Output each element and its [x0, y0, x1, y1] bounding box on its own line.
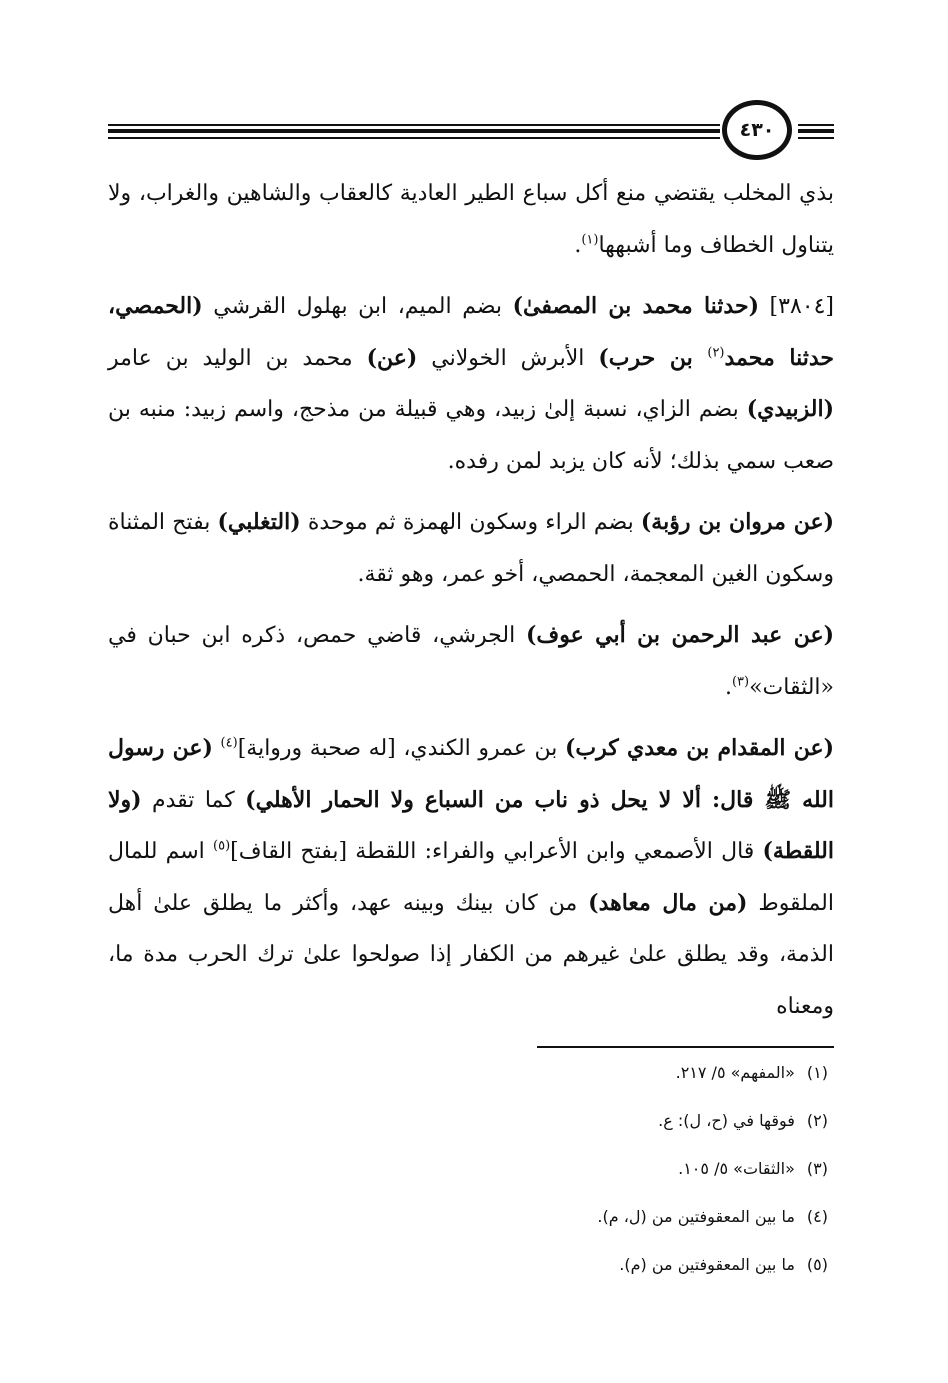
hadith-text: (عن مروان بن رؤبة) — [640, 509, 834, 535]
hadith-text: (الزبيدي) — [746, 396, 834, 422]
commentary-text: قال الأصمعي وابن الأعرابي والفراء: اللقطة [بفتح القاف] — [230, 839, 763, 864]
footnote-text: «الثقات» ٥/ ١٠٥. — [678, 1159, 795, 1178]
paragraph — [108, 497, 834, 600]
header-rule — [108, 124, 720, 126]
paragraph — [108, 281, 834, 487]
hadith-text: (عن المقدام بن معدي كرب) — [565, 735, 835, 761]
footnote-ref[interactable]: (٢) — [707, 345, 725, 361]
footnote-number: (١) — [806, 1063, 828, 1082]
footnote-number: (٢) — [806, 1111, 828, 1130]
footnote-item — [108, 1104, 834, 1152]
footnote-ref[interactable]: (٥) — [213, 838, 231, 854]
footnote-item — [108, 1248, 834, 1296]
paragraph — [108, 723, 834, 1032]
hadith-text: بن حرب) — [598, 344, 708, 371]
hadith-text: (من مال معاهد) — [588, 889, 748, 916]
paragraph — [108, 610, 834, 713]
hadith-number: [٣٨٠٤] — [758, 294, 835, 319]
footnote-number: (٥) — [806, 1255, 828, 1274]
commentary-text: بضم الراء وسكون الهمزة ثم موحدة — [300, 510, 641, 535]
header-rule — [798, 124, 834, 126]
text-run — [213, 736, 221, 761]
paragraph — [108, 168, 834, 271]
header-rule — [798, 129, 834, 133]
footnote-ref[interactable]: (٤) — [220, 735, 238, 751]
hadith-text: (عن رسول الله ﷺ قال: ألا لا يحل ذو ناب من السباع ولا الحمار الأهلي) — [108, 735, 835, 813]
footnote-item — [108, 1152, 834, 1200]
commentary-text: الجرشي، قاضي حمص، ذكره ابن حبان في «الثقات» — [108, 623, 834, 700]
commentary-text: محمد بن الوليد بن عامر — [108, 345, 367, 371]
footnote-text: ما بين المعقوفتين من (م). — [619, 1255, 795, 1274]
text-run: . — [574, 232, 582, 258]
header-rule — [798, 137, 834, 139]
hadith-text: (التغلبي) — [217, 509, 301, 535]
commentary-text: الأبرش الخولاني — [417, 345, 599, 371]
page-header — [108, 100, 834, 170]
commentary-text: بضم الزاي، نسبة إلىٰ زبيد، وهي قبيلة من مذحج، واسم زبيد: منبه بن صعب سمي بذلك؛ لأنه كان يزبد لمن رفده. — [108, 397, 834, 474]
hadith-text: (حدثنا محمد بن المصفىٰ) — [512, 293, 759, 319]
header-rule — [108, 137, 720, 139]
text-run: . — [724, 674, 732, 700]
footnote-separator — [537, 1046, 834, 1048]
footnote-text: فوقها في (ح، ل): ع. — [658, 1111, 795, 1130]
commentary-text: بن عمرو الكندي، [له صحبة ورواية] — [237, 736, 566, 761]
commentary-text: بفتح المثناة وسكون الغين المعجمة، الحمصي، أخو عمر، وهو ثقة. — [108, 510, 834, 587]
main-text — [108, 168, 834, 1042]
footnote-number: (٤) — [806, 1207, 828, 1226]
hadith-text: (الحمصي، حدثنا محمد — [108, 293, 834, 371]
footnote-item — [108, 1200, 834, 1248]
commentary-text: اسم للمال الملقوط — [108, 839, 835, 916]
footnote-number: (٣) — [806, 1159, 828, 1178]
footnote-ref[interactable]: (٣) — [731, 674, 750, 690]
commentary-text: بضم الميم، ابن بهلول القرشي — [202, 294, 513, 319]
footnote-text: «المفهم» ٥/ ٢١٧. — [675, 1063, 795, 1082]
page-number: ٤٣٠ — [722, 100, 792, 160]
text-run: بذي المخلب يقتضي منع أكل سباع الطير العادية كالعقاب والشاهين والغراب، ولا يتناول الخطاف وما أشبهها — [108, 181, 834, 258]
hadith-text: (ولا اللقطة) — [108, 786, 834, 864]
hadith-text: (عن) — [366, 344, 418, 371]
commentary-text: من كان بينك وبينه عهد، وأكثر ما يطلق علىٰ أهل الذمة، وقد يطلق علىٰ غيرهم من الكفار إذا صولحوا علىٰ ترك الحرب مدة ما، ومعناه — [108, 890, 834, 1019]
header-rule — [108, 129, 720, 133]
commentary-text: كما تقدم — [141, 787, 246, 813]
footnote-item — [108, 1056, 834, 1104]
footnote-text: ما بين المعقوفتين من (ل، م). — [597, 1207, 795, 1226]
hadith-text: (عن عبد الرحمن بن أبي عوف) — [525, 622, 834, 648]
footnote-ref[interactable]: (١) — [581, 232, 599, 248]
footnotes — [108, 1056, 834, 1296]
